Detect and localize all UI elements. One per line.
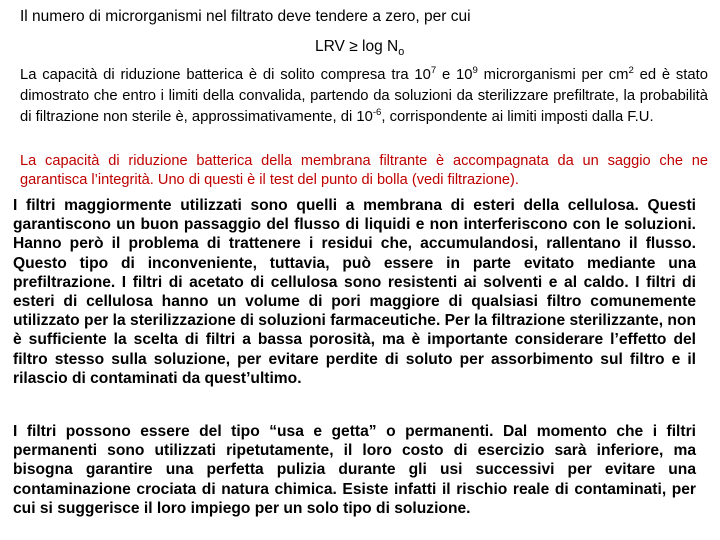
paragraph-filter-types: I filtri possono essere del tipo “usa e getta” o permanenti. Dal momento che i filtri permanenti sono utilizzati ripetutamente, il loro costo di esercizio sarà inferiore, ma bisogna garantire una perfetta pulizia durante gli usi successivi per evitare una contaminazione crociata di natura chimica. Esiste infatti il rischio reale di contaminati, per cui si suggerisce il loro impiego per un solo tipo di soluzione. bbox=[13, 423, 696, 517]
paragraph-integrity: La capacità di riduzione batterica della membrana filtrante è accompagnata da un saggio che ne garantisca l’integrità. Uno di questi è il test del punto di bolla (vedi filtrazione). bbox=[20, 153, 708, 188]
formula-function: log N bbox=[362, 38, 399, 55]
formula-subscript: o bbox=[398, 46, 405, 59]
capacity-exp4: -6 bbox=[372, 107, 382, 119]
formula-operator: ≥ bbox=[349, 38, 358, 55]
capacity-exp1: 7 bbox=[430, 65, 437, 77]
capacity-part1: La capacità di riduzione batterica è di solito compresa tra 10 bbox=[20, 67, 431, 83]
paragraph-capacity bbox=[20, 65, 708, 128]
formula-lhs: LRV bbox=[315, 38, 345, 55]
capacity-exp2: 9 bbox=[472, 65, 478, 77]
capacity-part4: ed è stato dimostrato che entro i limiti della convalida, partendo da soluzioni da sterilizzare prefiltrate, la probabilità di filtrazione non sterile è, approssimativamente, di 10 bbox=[20, 67, 708, 125]
intro-text: Il numero di microrganismi nel filtrato deve tendere a zero, per cui bbox=[20, 8, 471, 25]
lrv-formula bbox=[315, 37, 404, 57]
capacity-part5: , corrispondente ai limiti imposti dalla F.U. bbox=[381, 109, 654, 125]
paragraph-filters: I filtri maggiormente utilizzati sono quelli a membrana di esteri della cellulosa. Questi garantiscono un buon passaggio del flusso di liquidi e non interferiscono con le soluzioni. Hanno però il problema di trattenere i residui che, accumulandosi, rallentano il flusso. Questo tipo di inconveniente, tuttavia, può essere in parte evitato mediante una prefiltrazione. I filtri di acetato di cellulosa sono resistenti ai solventi e al caldo. I filtri di esteri di cellulosa hanno un volume di pori maggiore di qualsiasi filtro comunemente utilizzato per la sterilizzazione di soluzioni farmaceutiche. Per la filtrazione sterilizzante, non è sufficiente la scelta di filtri a bassa porosità, ma è importante considerare l’effetto del filtro stesso sulla soluzione, per evitare perdite di soluto per assorbimento sul filtro e il rilascio di contaminati da quest’ultimo. bbox=[13, 197, 696, 387]
capacity-part2: e 10 bbox=[436, 67, 473, 83]
capacity-part3: microrganismi per cm bbox=[477, 67, 629, 83]
capacity-exp3: 2 bbox=[628, 65, 634, 77]
